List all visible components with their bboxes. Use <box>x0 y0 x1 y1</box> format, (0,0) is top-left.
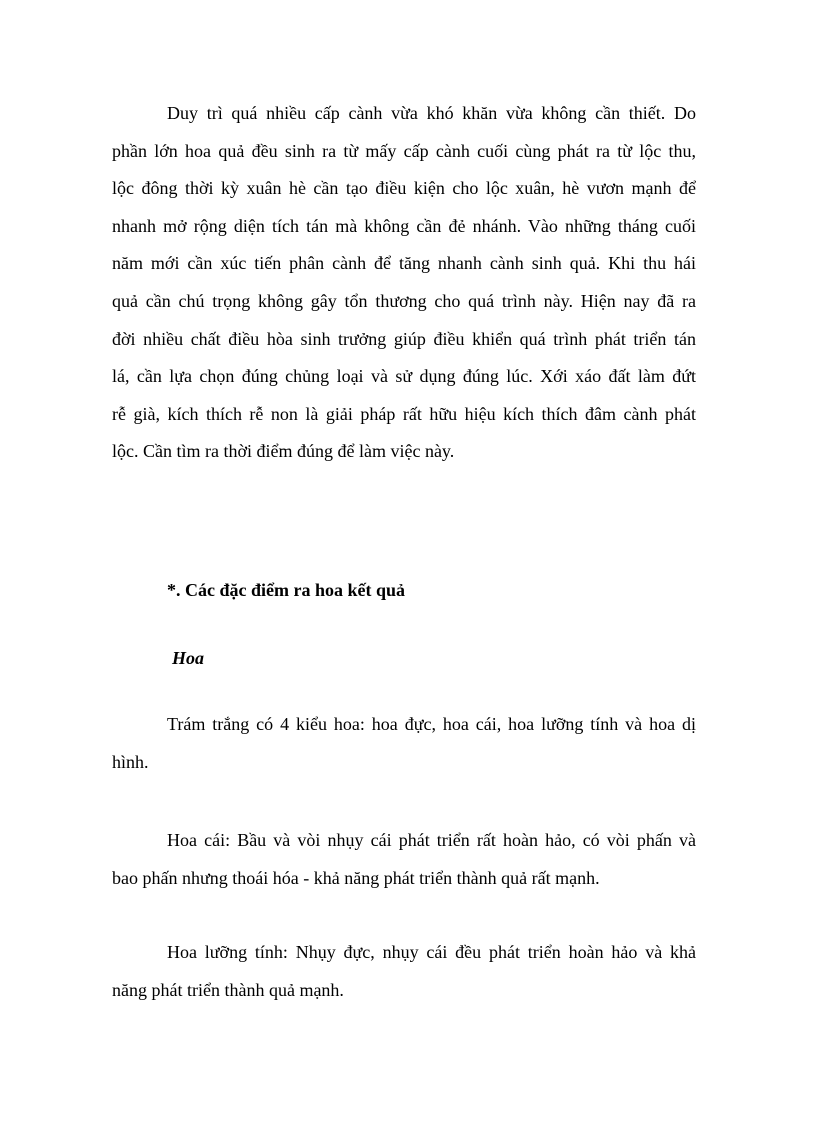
text-line: đời nhiều chất điều hòa sinh trưởng giúp điều khiển quá trình phát triển tán <box>112 328 696 349</box>
body-paragraph <box>112 934 696 1009</box>
text-line: Duy trì quá nhiều cấp cành vừa khó khăn vừa không cần thiết. Do <box>167 103 696 123</box>
body-paragraph <box>112 706 696 781</box>
text-line: quả cần chú trọng không gây tổn thương cho quá trình này. Hiện nay đã ra <box>112 290 696 311</box>
body-paragraph <box>112 95 696 471</box>
text-line: rễ già, kích thích rễ non là giải pháp rất hữu hiệu kích thích đâm cành phát <box>112 403 696 424</box>
text-line: hình. <box>112 751 149 772</box>
text-line: lá, cần lựa chọn đúng chủng loại và sử dụng đúng lúc. Xới xáo đất làm đứt <box>112 366 696 387</box>
section-heading: *. Các đặc điểm ra hoa kết quả <box>167 580 405 600</box>
text-line: năng phát triển thành quả mạnh. <box>112 979 344 1000</box>
text-line: lộc. Cần tìm ra thời điểm đúng để làm việc này. <box>112 441 455 462</box>
text-line: phần lớn hoa quả đều sinh ra từ mấy cấp cành cuối cùng phát ra từ lộc thu, <box>112 140 696 161</box>
text-line: Trám trắng có 4 kiểu hoa: hoa đực, hoa cái, hoa lưỡng tính và hoa dị <box>167 714 696 734</box>
body-paragraph <box>112 822 696 897</box>
text-line: bao phấn nhưng thoái hóa - khả năng phát triển thành quả rất mạnh. <box>112 867 600 888</box>
subsection-heading: Hoa <box>172 648 205 668</box>
text-line: nhanh mở rộng diện tích tán mà không cần đẻ nhánh. Vào những tháng cuối <box>112 215 696 236</box>
text-line: Hoa cái: Bầu và vòi nhụy cái phát triển rất hoàn hảo, có vòi phấn và <box>167 830 696 850</box>
text-line: năm mới cần xúc tiến phân cành để tăng nhanh cành sinh quả. Khi thu hái <box>112 253 696 274</box>
text-line: Hoa lưỡng tính: Nhụy đực, nhụy cái đều phát triển hoàn hảo và khả <box>167 942 696 962</box>
text-line: lộc đông thời kỳ xuân hè cần tạo điều kiện cho lộc xuân, hè vươn mạnh để <box>112 178 696 199</box>
